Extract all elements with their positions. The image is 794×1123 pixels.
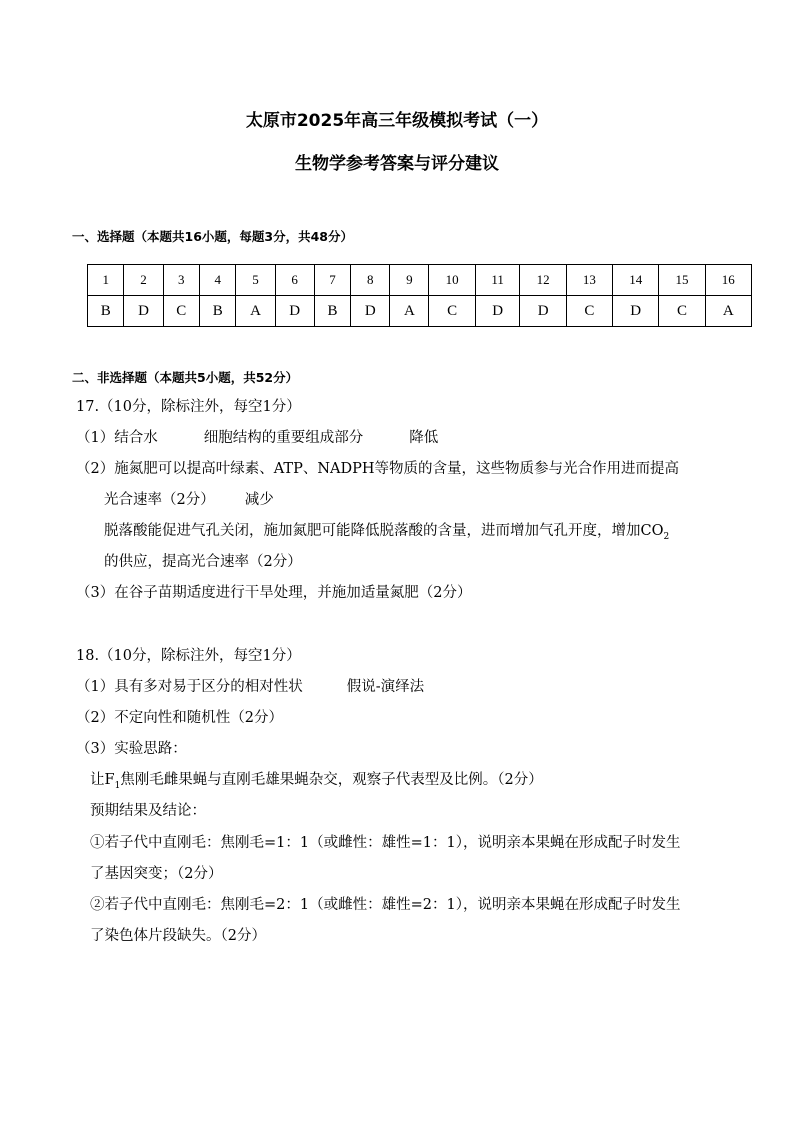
question-number: 8 (351, 265, 390, 296)
question-number: 15 (659, 265, 705, 296)
question-number: 11 (475, 265, 520, 296)
question-number: 13 (566, 265, 612, 296)
co2-subscript: 2 (663, 531, 670, 542)
question-number: 7 (314, 265, 350, 296)
q17-part2-answer-a: 光合速率（2分） (104, 492, 215, 508)
q17-part2-line2 (104, 490, 274, 510)
answer-cell: B (200, 296, 236, 327)
q17-part1 (76, 428, 438, 448)
question-number: 12 (520, 265, 566, 296)
q18-part1-label: （1） (76, 679, 115, 695)
q18-result1-line1: ①若子代中直刚毛：焦刚毛=1：1（或雌性：雄性=1：1），说明亲本果蝇在形成配子时发生 (90, 835, 681, 851)
q18-part2: （2）不定向性和随机性（2分） (76, 710, 283, 726)
q17-part1-answer-c: 降低 (409, 430, 439, 446)
q17-part2-line4: 的供应，提高光合速率（2分） (104, 554, 302, 570)
answer-cell: A (390, 296, 429, 327)
answer-cell: C (429, 296, 475, 327)
q18-part1 (76, 677, 424, 697)
q17-part1-answer-a: 结合水 (114, 430, 158, 446)
q17-part1-answer-b: 细胞结构的重要组成部分 (203, 430, 364, 446)
answer-table-answer-row (88, 296, 752, 327)
q18-expected-heading: 预期结果及结论： (90, 803, 206, 819)
q17-heading: 17.（10分，除标注外，每空1分） (76, 399, 301, 415)
answer-cell: D (124, 296, 163, 327)
answer-cell: C (566, 296, 612, 327)
q17-part3: （3）在谷子苗期适度进行干旱处理，并施加适量氮肥（2分） (76, 585, 472, 601)
q17-part2-answer-b: 减少 (244, 492, 274, 508)
question-number: 2 (124, 265, 163, 296)
q18-heading: 18.（10分，除标注外，每空1分） (76, 648, 301, 664)
answer-cell: C (659, 296, 705, 327)
answer-cell: D (351, 296, 390, 327)
question-number: 10 (429, 265, 475, 296)
q18-idea-pre: 让F (90, 772, 115, 788)
question-number: 4 (200, 265, 236, 296)
q17-part2-line3 (104, 521, 669, 547)
question-number: 5 (236, 265, 275, 296)
answer-cell: A (236, 296, 275, 327)
q18-experiment-idea (90, 770, 543, 796)
question-number: 3 (163, 265, 199, 296)
question-number: 6 (275, 265, 314, 296)
q18-part1-answer-b: 假说-演绎法 (346, 679, 425, 695)
answer-cell: D (475, 296, 520, 327)
q18-result1-line2: 了基因突变；（2分） (90, 866, 223, 882)
answer-table (87, 264, 752, 327)
document-subtitle: 生物学参考答案与评分建议 (295, 154, 499, 174)
question-number: 9 (390, 265, 429, 296)
section-heading-nonchoice: 二、非选择题（本题共5小题，共52分） (72, 370, 299, 385)
q18-part3: （3）实验思路： (76, 741, 187, 757)
question-number: 14 (613, 265, 659, 296)
answer-cell: C (163, 296, 199, 327)
answer-cell: A (705, 296, 751, 327)
section-heading-choice: 一、选择题（本题共16小题，每题3分，共48分） (72, 229, 353, 244)
answer-cell: D (520, 296, 566, 327)
answer-cell: B (314, 296, 350, 327)
document-title: 太原市2025年高三年级模拟考试（一） (245, 111, 549, 131)
answer-cell: D (613, 296, 659, 327)
answer-table-number-row (88, 265, 752, 296)
q17-part2-line3-text: 脱落酸能促进气孔关闭，施加氮肥可能降低脱落酸的含量，进而增加气孔开度，增加CO (104, 523, 664, 539)
q18-result2-line1: ②若子代中直刚毛：焦刚毛=2：1（或雌性：雄性=2：1），说明亲本果蝇在形成配子时发生 (90, 897, 681, 913)
q18-part1-answer-a: 具有多对易于区分的相对性状 (114, 679, 303, 695)
question-number: 1 (88, 265, 124, 296)
f1-subscript: 1 (114, 780, 121, 791)
q18-idea-post: 焦刚毛雌果蝇与直刚毛雄果蝇杂交，观察子代表型及比例。（2分） (120, 772, 543, 788)
q17-part2-line1: （2）施氮肥可以提高叶绿素、ATP、NADPH等物质的含量，这些物质参与光合作用进而提高 (76, 461, 680, 477)
question-number: 16 (705, 265, 751, 296)
answer-cell: D (275, 296, 314, 327)
q17-part1-label: （1） (76, 430, 115, 446)
answer-cell: B (88, 296, 124, 327)
q18-result2-line2: 了染色体片段缺失。（2分） (90, 928, 266, 944)
